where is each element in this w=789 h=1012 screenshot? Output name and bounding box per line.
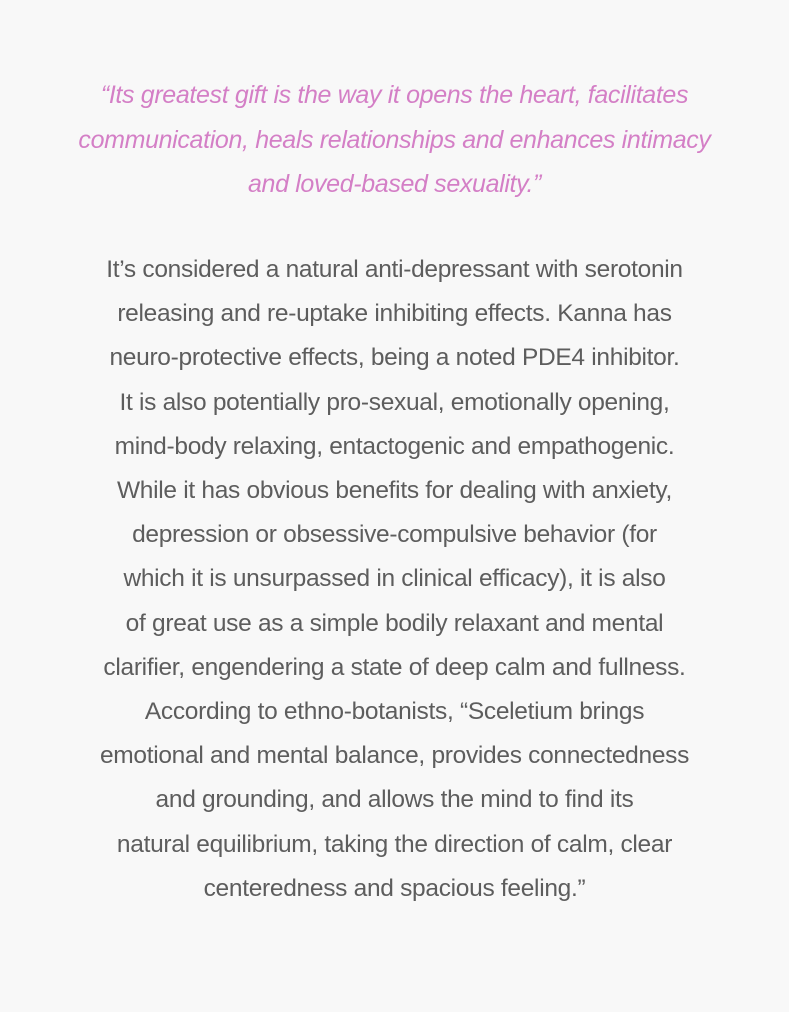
pull-quote [40, 73, 749, 207]
body-line: depression or obsessive-compulsive behavior (for [132, 521, 657, 549]
body-line: While it has obvious benefits for dealing with anxiety, [116, 477, 673, 505]
body-line: releasing and re-uptake inhibiting effects. Kanna has [117, 300, 672, 328]
quote-line: “Its greatest gift is the way it opens the heart, facilitates [100, 81, 689, 109]
body-line: mind-body relaxing, entactogenic and empathogenic. [114, 432, 675, 460]
body-line: clarifier, engendering a state of deep calm and fullness. [103, 653, 686, 681]
body-paragraph [30, 248, 759, 911]
body-line: of great use as a simple bodily relaxant and mental [125, 609, 664, 637]
quote-line: communication, heals relationships and enhances intimacy [78, 125, 711, 154]
quote-line: and loved-based sexuality.” [247, 170, 542, 198]
body-line: natural equilibrium, taking the direction of calm, clear [116, 830, 673, 858]
body-line: and grounding, and allows the mind to find its [155, 786, 634, 814]
body-line: centeredness and spacious feeling.” [203, 874, 586, 902]
body-line: neuro-protective effects, being a noted PDE4 inhibitor. [109, 344, 680, 372]
body-line: emotional and mental balance, provides connectedness [99, 742, 690, 770]
body-line: It is also potentially pro-sexual, emotionally opening, [119, 388, 670, 416]
body-line: According to ethno-botanists, “Sceletium brings [144, 698, 645, 726]
body-line: which it is unsurpassed in clinical efficacy), it is also [123, 565, 666, 593]
body-line: It’s considered a natural anti-depressant with serotonin [106, 256, 683, 283]
